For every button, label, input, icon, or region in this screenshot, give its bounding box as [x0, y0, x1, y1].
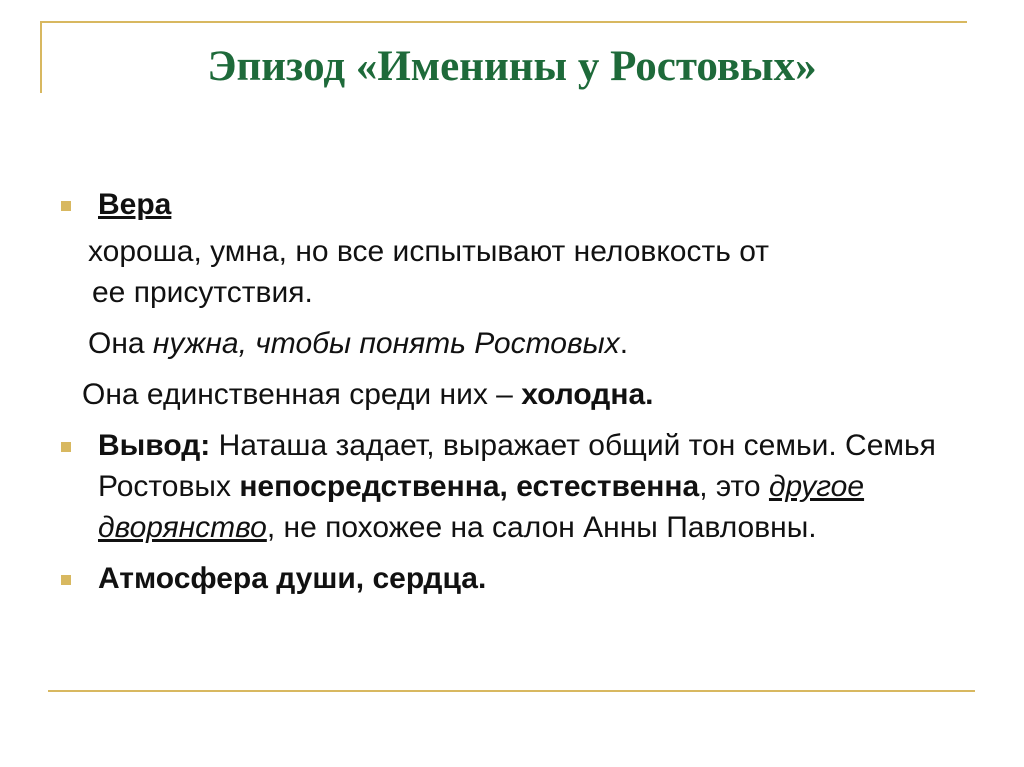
vyvod-bold-phrase: непосредственна, естественна	[239, 470, 700, 503]
bullet-marker	[61, 575, 71, 585]
bullet-vera	[60, 184, 960, 225]
vera-bold-word: холодна.	[521, 378, 654, 411]
frame-bottom-line	[48, 690, 975, 692]
vera-line-1: хороша, умна, но все испытывают неловкость от	[88, 235, 769, 268]
bullet-atmosfera	[60, 558, 960, 599]
frame-top-line	[40, 21, 967, 23]
vyvod-underlined-phrase: другое дворянство	[98, 470, 865, 544]
slide-content	[60, 184, 960, 599]
atmosfera-text: Атмосфера души, сердца.	[98, 562, 487, 595]
vera-heading: Вера	[98, 188, 172, 221]
vyvod-label: Вывод:	[98, 429, 211, 462]
vera-line-2: ее присутствия.	[92, 276, 313, 309]
vera-italic-phrase: нужна, чтобы понять Ростовых	[152, 327, 620, 360]
vera-description	[60, 231, 960, 313]
vera-paragraph-2: Она нужна, чтобы понять Ростовых.	[88, 327, 629, 360]
bullet-marker	[61, 201, 71, 211]
bullet-marker	[61, 442, 71, 452]
slide-title: Эпизод «Именины у Ростовых»	[207, 43, 817, 90]
bullet-vyvod: Вывод: Наташа задает, выражает общий тон семьи. Семья Ростовых непосредственна, естественна, это другое дворянство, не похожее на салон Анны Павловны.	[60, 425, 960, 548]
vera-paragraph-3: Она единственная среди них – холодна.	[82, 378, 654, 411]
